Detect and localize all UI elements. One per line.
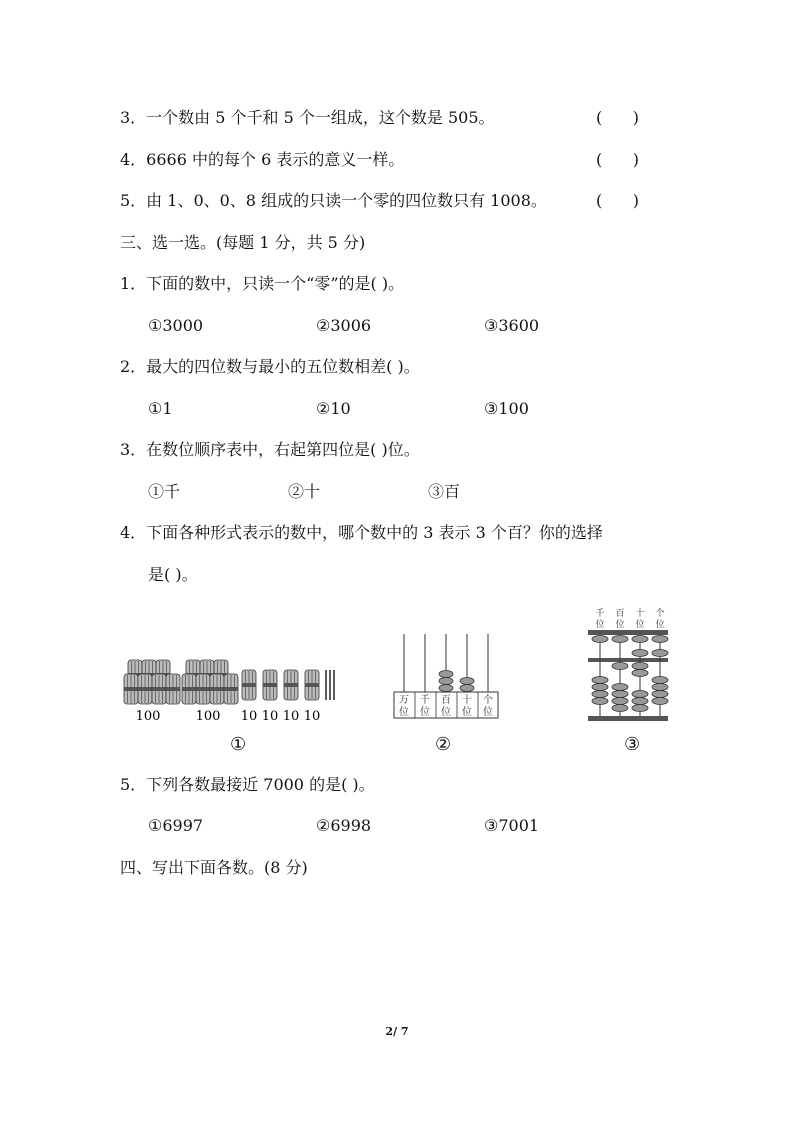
s3-q5-option-1[interactable]: ①6997 xyxy=(148,816,204,835)
svg-text:个: 个 xyxy=(483,695,493,706)
s3-q1-option-3[interactable]: ③3600 xyxy=(484,316,540,335)
hundred-bundle-2 xyxy=(182,660,238,704)
svg-text:百: 百 xyxy=(615,609,625,619)
svg-text:位: 位 xyxy=(615,620,625,630)
judge-q5-text: 5．由 1、0、0、8 组成的只读一个零的四位数只有 1008。 xyxy=(120,191,547,210)
judge-q3-bracket[interactable]: ( ) xyxy=(596,108,639,127)
fig1-label-2: 100 xyxy=(195,709,221,724)
abacus-upper-beads xyxy=(592,636,668,657)
fig1-label-5: 10 xyxy=(282,709,300,724)
s3-q5-stem: 5．下列各数最接近 7000 的是( )。 xyxy=(120,775,375,794)
ten-bundle-2 xyxy=(263,670,277,700)
svg-text:位: 位 xyxy=(483,707,493,718)
s3-q5-option-2[interactable]: ②6998 xyxy=(316,816,372,835)
svg-text:位: 位 xyxy=(462,707,472,718)
svg-text:位: 位 xyxy=(441,707,451,718)
s3-q3-stem: 3．在数位顺序表中，右起第四位是( )位。 xyxy=(120,440,420,459)
sticks-figure xyxy=(118,650,348,730)
s3-q1-option-1[interactable]: ①3000 xyxy=(148,316,204,335)
s3-q1-option-2[interactable]: ②3006 xyxy=(316,316,372,335)
s3-q5-option-3[interactable]: ③7001 xyxy=(484,816,540,835)
svg-text:个: 个 xyxy=(655,609,665,619)
page-number: 2/ 7 xyxy=(385,1025,409,1038)
fig2-caption[interactable]: ② xyxy=(435,734,452,755)
svg-text:千: 千 xyxy=(420,695,430,706)
s3-q1-stem: 1．下面的数中，只读一个“零”的是( )。 xyxy=(120,274,405,293)
section3-heading: 三、选一选。(每题 1 分，共 5 分) xyxy=(120,233,366,252)
s3-q4-stem-continued: 是( )。 xyxy=(148,565,198,584)
s3-q3-option-1[interactable]: ①千 xyxy=(148,482,181,501)
fig1-caption[interactable]: ① xyxy=(230,734,247,755)
abacus-figure xyxy=(586,606,672,722)
judge-q5-bracket[interactable]: ( ) xyxy=(596,191,639,210)
s3-q2-stem: 2．最大的四位数与最小的五位数相差( )。 xyxy=(120,357,420,376)
s3-q2-option-2[interactable]: ②10 xyxy=(316,399,351,418)
svg-text:位: 位 xyxy=(399,707,409,718)
judge-q4-bracket[interactable]: ( ) xyxy=(596,150,639,169)
tens-rod-beads xyxy=(460,678,474,692)
s3-q3-option-3[interactable]: ③百 xyxy=(428,482,461,501)
svg-text:位: 位 xyxy=(635,620,645,630)
s3-q2-option-3[interactable]: ③100 xyxy=(484,399,529,418)
svg-text:千: 千 xyxy=(595,609,605,619)
svg-text:百: 百 xyxy=(441,695,451,706)
fig1-label-3: 10 xyxy=(240,709,258,724)
fig1-label-1: 100 xyxy=(135,709,161,724)
judge-q4-text: 4．6666 中的每个 6 表示的意义一样。 xyxy=(120,150,405,169)
section4-heading: 四、写出下面各数。(8 分) xyxy=(120,858,308,877)
svg-text:位: 位 xyxy=(655,620,665,630)
fig1-label-6: 10 xyxy=(303,709,321,724)
s3-q4-stem: 4．下面各种形式表示的数中，哪个数中的 3 表示 3 个百？你的选择 xyxy=(120,523,603,542)
svg-text:万: 万 xyxy=(399,695,409,706)
s3-q3-option-2[interactable]: ②十 xyxy=(288,482,321,501)
svg-text:位: 位 xyxy=(595,620,605,630)
fig1-label-4: 10 xyxy=(261,709,279,724)
svg-text:位: 位 xyxy=(420,707,430,718)
abacus-lower-beads xyxy=(592,663,668,712)
svg-text:十: 十 xyxy=(462,695,472,706)
s3-q2-option-1[interactable]: ①1 xyxy=(148,399,173,418)
single-sticks xyxy=(326,670,334,700)
svg-text:十: 十 xyxy=(635,609,645,619)
fig3-caption[interactable]: ③ xyxy=(624,734,641,755)
ten-bundle-3 xyxy=(284,670,298,700)
counting-frame-figure xyxy=(390,632,502,722)
judge-q3-text: 3．一个数由 5 个千和 5 个一组成，这个数是 505。 xyxy=(120,108,495,127)
hundred-bundle-1 xyxy=(124,660,180,704)
hundreds-rod-beads xyxy=(439,671,453,692)
ten-bundle-4 xyxy=(305,670,319,700)
ten-bundle-1 xyxy=(242,670,256,700)
